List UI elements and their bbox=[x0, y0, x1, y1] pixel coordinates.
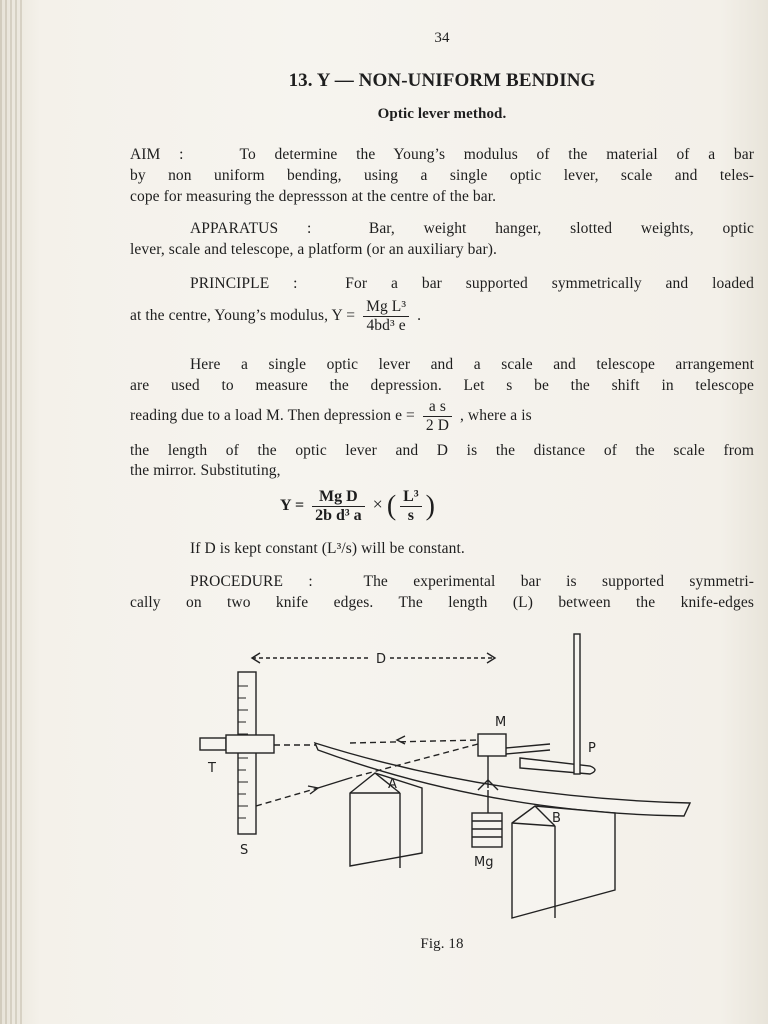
apparatus-label: APPARATUS : bbox=[190, 220, 312, 237]
apparatus-line-1: APPARATUS : Bar, weight hanger, slotted weights, optic bbox=[190, 220, 754, 237]
label-mg: Mg bbox=[474, 855, 494, 870]
youngs-modulus-fraction: $\frac{\text{Mg L³}}{\text{4bd³ e}}$ bbox=[363, 298, 409, 335]
procedure-label: PROCEDURE : bbox=[190, 573, 313, 590]
principle-line-1: PRINCIPLE : For a bar supported symmetrically and loaded bbox=[190, 275, 754, 292]
section-heading: 13. Y — NON-UNIFORM BENDING bbox=[288, 70, 596, 91]
figure-caption: Fig. 18 bbox=[420, 936, 464, 952]
apparatus-line-2: lever, scale and telescope, a platform (or an auxiliary bar). bbox=[130, 241, 497, 258]
procedure-line-2: cally on two knife edges. The length (L) between the knife-edges bbox=[130, 594, 754, 611]
equation-fraction-2: $\frac{\text{L³}}{s}$ bbox=[400, 488, 421, 525]
depression-fraction: $\frac{\text{a s}}{2 D}$ bbox=[423, 398, 452, 435]
para2-line-4: the length of the optic lever and D is the distance of the scale from bbox=[130, 442, 754, 459]
label-d: D bbox=[376, 652, 387, 667]
telescope-tube bbox=[226, 735, 274, 753]
equation-fraction-1: $\frac{\text{Mg D}}{\text{2b d³ a}}$ bbox=[312, 488, 365, 525]
aim-line-1: AIM : To determine the Young’s modulus of the material of a bar bbox=[130, 146, 754, 163]
page-number: 34 bbox=[434, 30, 450, 46]
page-edge-stack bbox=[0, 0, 22, 1024]
para2-line-1: Here a single optic lever and a scale and telescope arrangement bbox=[190, 356, 754, 373]
knife-edge-block-b bbox=[512, 806, 615, 918]
aim-label: AIM : bbox=[130, 146, 184, 163]
constant-note: If D is kept constant (L³/s) will be constant. bbox=[190, 540, 465, 557]
principle-line-2: at the centre, Young’s modulus, Y = $\frac{\text{Mg L³}}{\text{4bd³ e}}$ . bbox=[130, 298, 422, 334]
stand-rod bbox=[574, 634, 580, 774]
aim-line-2: by non uniform bending, using a single optic lever, scale and teles- bbox=[130, 167, 754, 184]
para2-line-5: the mirror. Substituting, bbox=[130, 462, 281, 479]
procedure-line-1: PROCEDURE : The experimental bar is supported symmetri- bbox=[190, 573, 755, 590]
knife-edge-block-a bbox=[350, 773, 422, 866]
label-p: P bbox=[588, 741, 596, 756]
section-subheading: Optic lever method. bbox=[377, 106, 507, 122]
optic-lever-arm bbox=[520, 758, 595, 774]
optic-lever-diagram bbox=[190, 628, 700, 928]
label-s: S bbox=[240, 843, 249, 858]
slotted-weights bbox=[472, 813, 502, 847]
optic-lever-mirror bbox=[478, 734, 506, 756]
telescope-eyepiece bbox=[200, 738, 226, 750]
label-a: A bbox=[388, 777, 397, 792]
label-m: M bbox=[495, 715, 507, 730]
aim-line-3: cope for measuring the depressson at the centre of the bar. bbox=[130, 188, 497, 205]
main-equation: Y = $\frac{\text{Mg D}}{\text{2b d³ a}}$ × ( $\frac{\text{L³}}{s}$ ) bbox=[280, 488, 435, 524]
label-b: B bbox=[552, 811, 561, 826]
label-t: T bbox=[208, 761, 216, 776]
principle-label: PRINCIPLE : bbox=[190, 275, 298, 292]
para2-line-2: are used to measure the depression. Let s be the shift in telescope bbox=[130, 377, 754, 394]
para2-line-3: reading due to a load M. Then depression e = $\frac{\text{a s}}{2 D}$ , where a is bbox=[130, 398, 532, 434]
